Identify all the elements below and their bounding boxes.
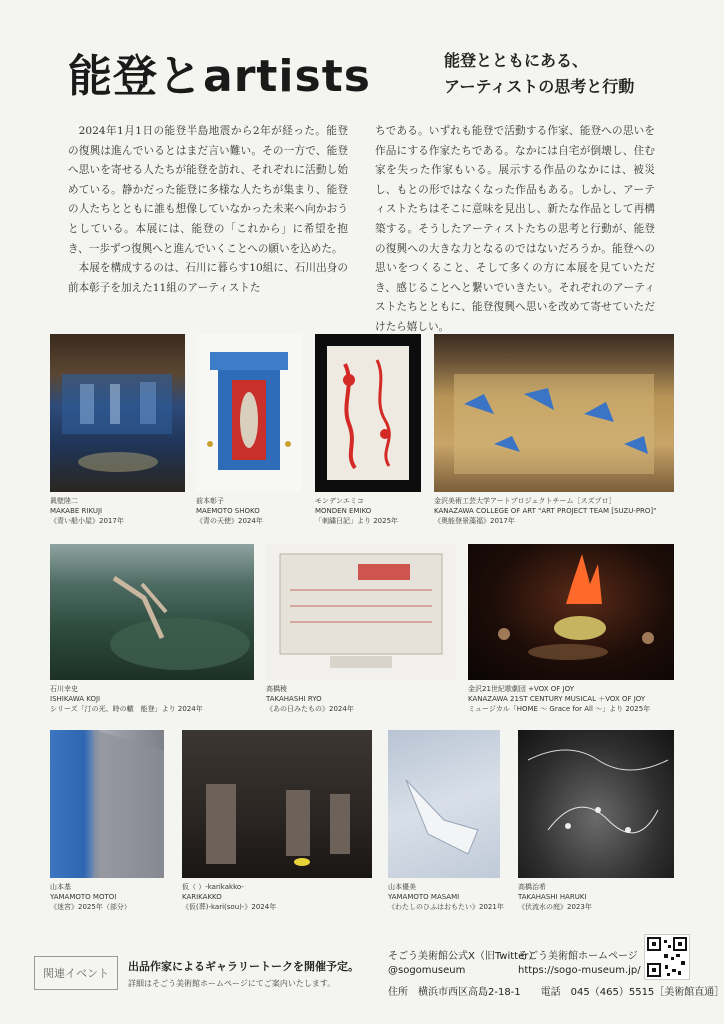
intro-paragraph-2: 本展を構成するのは、石川に暮らす10組に、石川出身の前本彰子を加えた11組のアーティストた xyxy=(68,262,348,294)
page-subtitle xyxy=(444,48,634,100)
artwork-image xyxy=(182,730,372,878)
artwork-caption: 眞壁陸二 MAKABE RIKUJI 《青い船小屋》2017年 xyxy=(50,497,124,525)
artwork-image xyxy=(468,544,674,680)
artwork-caption: 金沢美術工芸大学アートプロジェクトチーム［スズプロ］ KANAZAWA COLLEGE OF ART "ART PROJECT TEAM [SUZU-PRO]" 《奥能登景藻福》2017年 xyxy=(434,497,657,525)
artwork-image xyxy=(50,334,185,492)
artwork-image xyxy=(518,730,674,878)
intro-column-left xyxy=(68,122,348,298)
artwork-image xyxy=(266,544,456,680)
qr-code-icon xyxy=(644,934,690,980)
event-info xyxy=(128,958,359,989)
artwork-image xyxy=(388,730,500,878)
artwork-image xyxy=(50,730,164,878)
page-title: 能登とartists xyxy=(68,51,371,102)
event-line2: 詳細はそごう美術館ホームページにてご案内いたします。 xyxy=(128,979,336,988)
event-line1: 出品作家によるギャラリートークを開催予定。 xyxy=(128,960,359,973)
artwork-caption: 高橋治希 TAKAHASHI HARUKI 《伏流水の庭》2023年 xyxy=(518,883,592,911)
intro-paragraph-1: 2024年1月1日の能登半島地震から2年が経った。能登の復興は進んでいるとはまだ言い難い。その一方で、能登へ思いを寄せる人たちが能登を訪れ、それぞれに活動し始めている。静かだった能登に多様な人たちが集まり、能登の人たちとともに誰も想像していなかった未来へ向かおうとしている。本展には、能登の「これから」に希望を抱き、一歩ずつ復興へと進んでいくことへの願いを込めた。 xyxy=(68,125,348,255)
subtitle-line2: アーティストの思考と行動 xyxy=(444,77,635,96)
homepage-url[interactable]: https://sogo-museum.jp/ xyxy=(518,965,641,976)
x-label: そごう美術館公式X（旧Twitter） xyxy=(388,951,539,962)
artwork-caption: モンデンエミコ MONDEN EMIKO 「刺繍日記」より 2025年 xyxy=(315,497,399,525)
artwork-caption: 前本彰子 MAEMOTO SHOKO 《青の天使》2024年 xyxy=(196,497,263,525)
artwork-caption: 高橋稜 TAKAHASHI RYO 《あの日みたもの》2024年 xyxy=(266,685,354,713)
x-account[interactable] xyxy=(388,950,538,978)
homepage[interactable] xyxy=(518,950,641,978)
related-event-label: 関連イベント xyxy=(34,956,118,990)
artwork-caption: 石川幸史 ISHIKAWA KOJI シリーズ「汀の光、時の轍 能登」より 2024年 xyxy=(50,685,203,713)
artwork-caption: 山本基 YAMAMOTO MOTOI 《迷宮》2025年（部分） xyxy=(50,883,131,911)
intro-column-right xyxy=(375,122,655,357)
homepage-label: そごう美術館ホームページ xyxy=(518,951,638,962)
artwork-image xyxy=(50,544,254,680)
artwork-caption: 金沢21世紀歌劇団 +VOX OF JOY KANAZAWA 21ST CENTURY MUSICAL ＋VOX OF JOY ミュージカル「HOME ～ Grace for All ～」より 2025年 xyxy=(468,685,651,713)
artwork-image xyxy=(315,334,421,492)
address: 住所 横浜市西区高島2-18-1 電話 045（465）5515［美術館直通］ xyxy=(388,987,724,998)
artwork-caption: 山本優美 YAMAMOTO MASAMI 《わたしのひふはおもたい》2021年 xyxy=(388,883,504,911)
artwork-caption: 仮（ ）-karikakko- KARIKAKKO 《仮(葬)-kari(sou)-》2024年 xyxy=(182,883,277,911)
x-handle[interactable]: @sogomuseum xyxy=(388,965,466,976)
subtitle-line1: 能登とともにある、 xyxy=(444,51,589,70)
intro-paragraph-2-cont: ちである。いずれも能登で活動する作家、能登への思いを作品にする作家たちである。なかには自宅が倒壊し、住む家を失った作家もいる。展示する作品のなかには、被災し、もとの形ではなくなった作品もある。しかし、アーティストたちはそこに意味を見出し、新たな作品として再構築する。そうしたアーティストたちの思考と行動が、能登の復興への大きな力となるのではないだろうか。能登への思いをつくること、そして多くの方に本展を見ていただき、感じることへと繋いでいきたい。それぞれのアーティストたちとともに、能登復興へ思いを改めて寄せていただけたら嬉しい。 xyxy=(375,125,655,333)
artwork-image xyxy=(434,334,674,492)
artwork-image xyxy=(196,334,301,492)
footer xyxy=(0,940,724,1024)
